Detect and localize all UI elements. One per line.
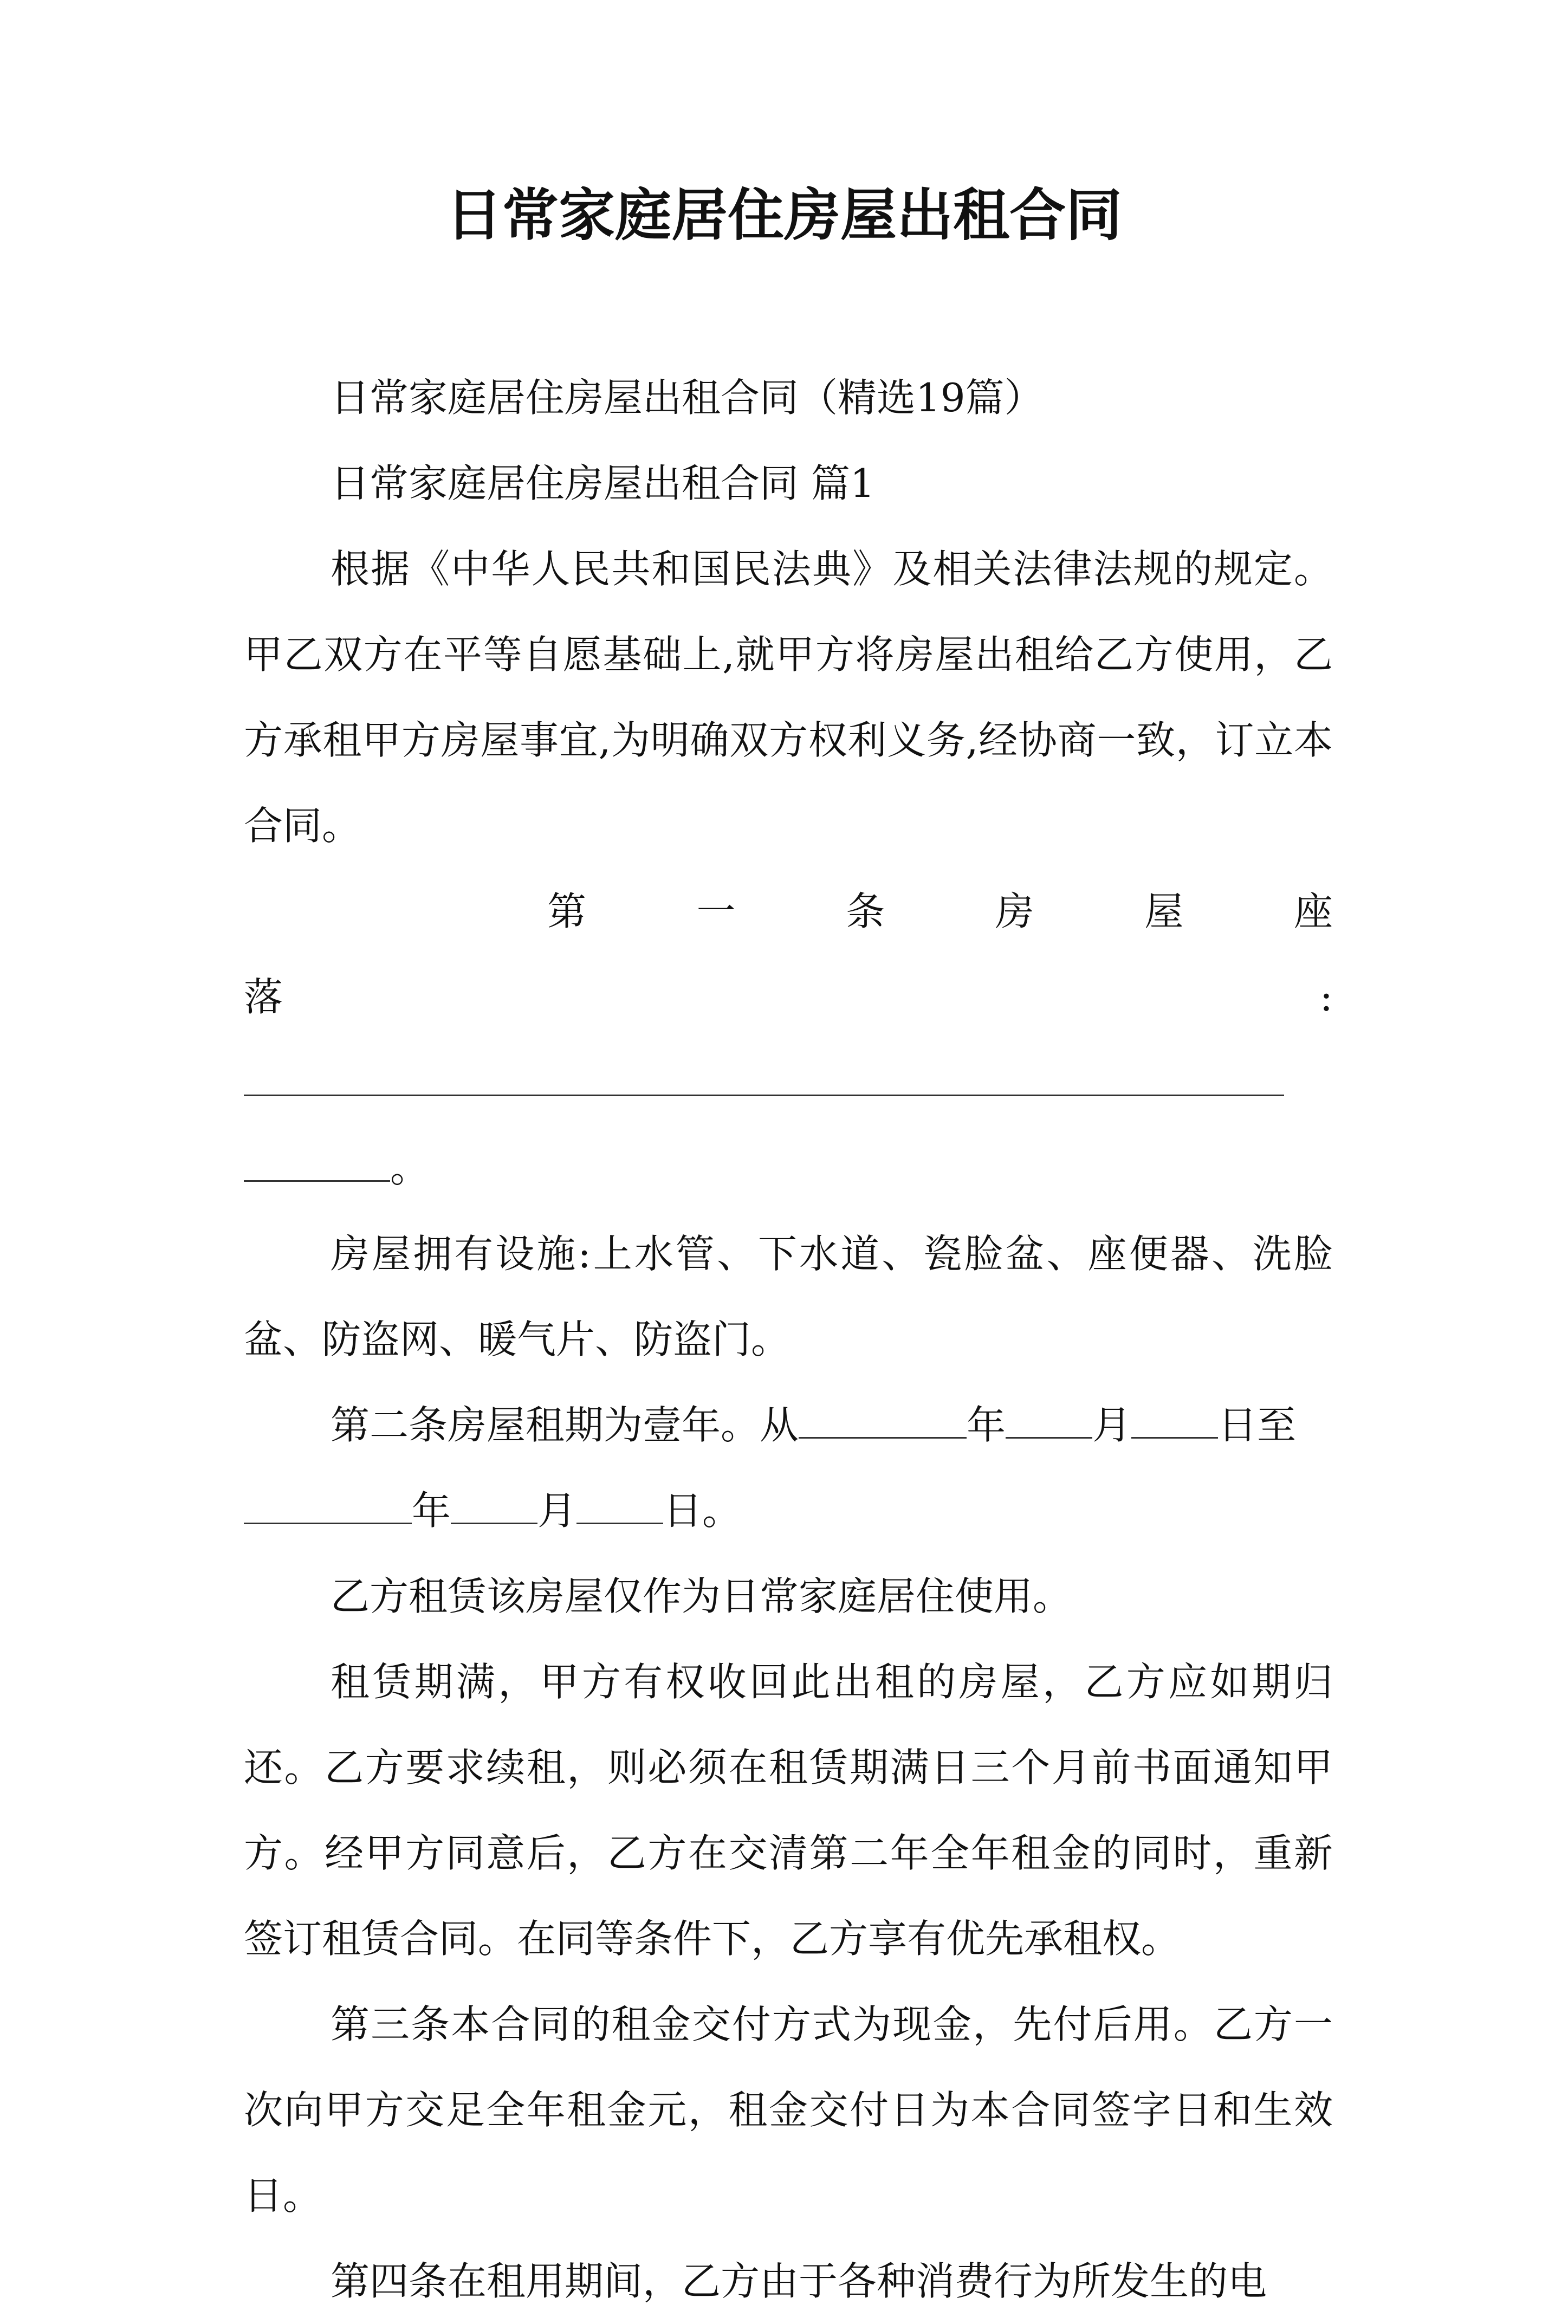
start-day-blank <box>1131 1409 1218 1439</box>
article1-char: 座 <box>1293 889 1333 934</box>
article1-heading <box>244 869 1333 954</box>
intro-paragraph: 根据《中华人民共和国民法典》及相关法律法规的规定。甲乙双方在平等自愿基础上,就甲方将房屋出租给乙方使用，乙方承租甲方房屋事宜,为明确双方权利义务,经协商一致，订立本合同。 <box>244 546 1333 849</box>
article3-paragraph: 第三条本合同的租金交付方式为现金，先付后用。乙方一次向甲方交足全年租金元，租金交付日为本合同签字日和生效日。 <box>244 2002 1333 2218</box>
day-end-label: 日。 <box>663 1488 742 1533</box>
article1-char: 屋 <box>1144 889 1184 934</box>
article2-line-2 <box>244 1468 1333 1553</box>
article1-char: 第 <box>547 889 587 934</box>
year-label-2: 年 <box>412 1488 451 1533</box>
location-end: 。 <box>390 1145 430 1191</box>
article4-paragraph: 第四条在租用期间，乙方由于各种消费行为所发生的电 <box>331 2258 1267 2304</box>
subtitle: 日常家庭居住房屋出租合同（精选19篇） <box>331 375 1044 420</box>
end-month-blank <box>451 1494 537 1524</box>
article1-char: 房 <box>995 889 1034 934</box>
start-month-blank <box>1006 1409 1092 1439</box>
usage-paragraph: 乙方租赁该房屋仅作为日常家庭居住使用。 <box>331 1574 1072 1619</box>
location-label: 落: <box>244 974 1333 1020</box>
facilities-paragraph: 房屋拥有设施:上水管、下水道、瓷脸盆、座便器、洗脸盆、防盗网、暖气片、防盗门。 <box>244 1231 1333 1362</box>
end-year-blank <box>244 1494 412 1524</box>
location-blank <box>244 1066 1284 1096</box>
location-blank-2 <box>244 1152 390 1182</box>
article1-location-line <box>244 954 1333 1125</box>
article2-line <box>244 1382 1333 1468</box>
document-body <box>244 355 1333 2324</box>
month-label-2: 月 <box>537 1488 577 1533</box>
renewal-paragraph: 租赁期满，甲方有权收回此出租的房屋，乙方应如期归还。乙方要求续租，则必须在租赁期满日三个月前书面通知甲方。经甲方同意后，乙方在交清第二年全年租金的同时，重新签订租赁合同。在同等条件下，乙方享有优先承租权。 <box>244 1659 1333 1962</box>
end-day-blank <box>576 1494 663 1524</box>
year-label: 年 <box>967 1402 1006 1448</box>
section-heading: 日常家庭居住房屋出租合同 篇1 <box>331 461 875 506</box>
article1-char: 一 <box>696 889 736 934</box>
article1-char: 条 <box>846 889 885 934</box>
day-to-label: 日至 <box>1218 1402 1297 1448</box>
document-title: 日常家庭居住房屋出租合同 <box>445 182 1122 248</box>
month-label: 月 <box>1092 1402 1132 1448</box>
article1-location-line-2 <box>244 1125 1333 1211</box>
article2-start: 第二条房屋租期为壹年。从 <box>331 1402 799 1448</box>
start-year-blank <box>799 1409 967 1439</box>
